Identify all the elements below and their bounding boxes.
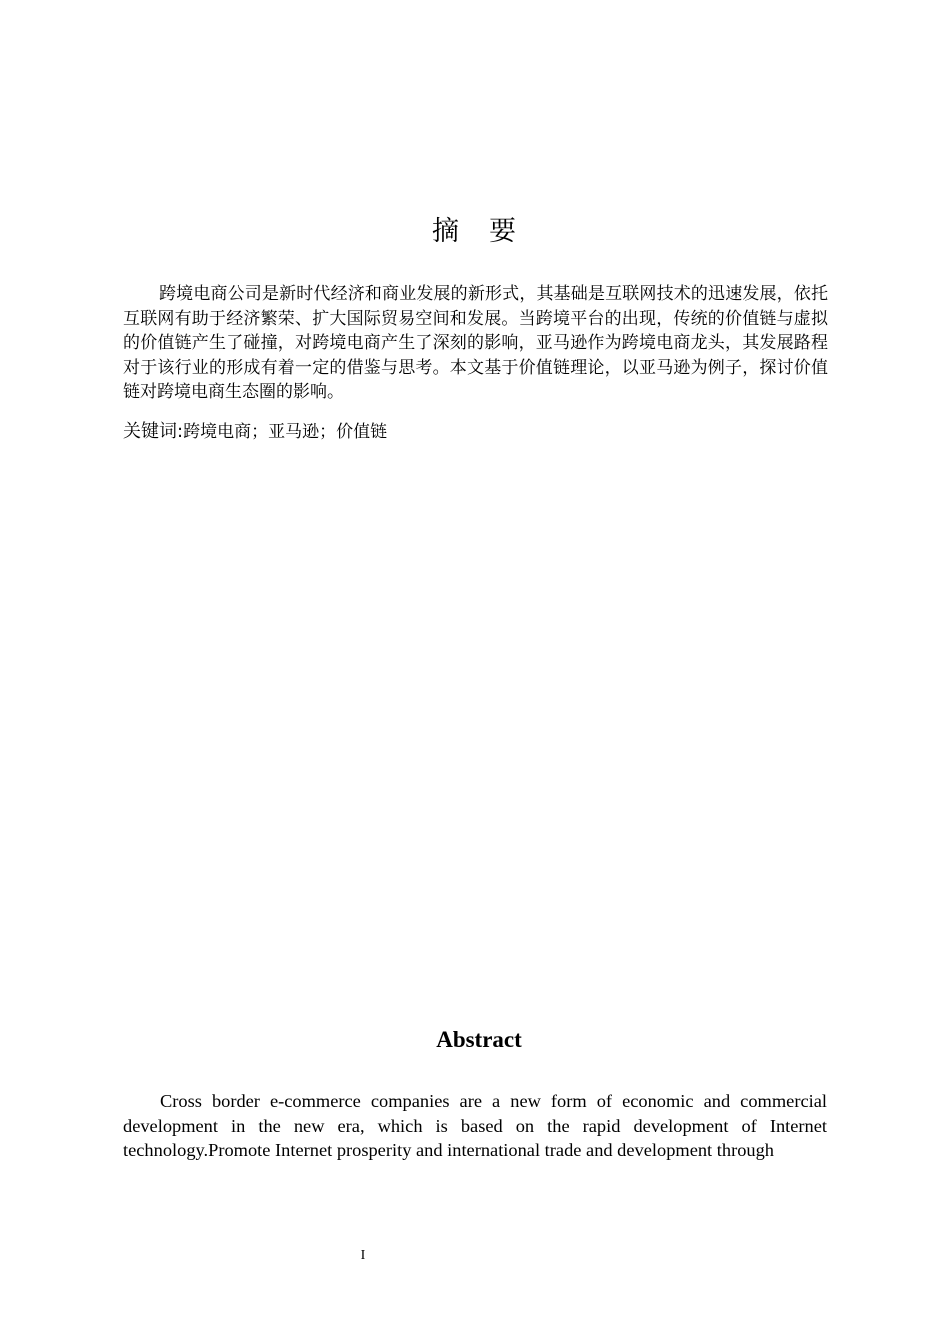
keywords-label: 关键词: — [123, 421, 184, 442]
chinese-keywords-line — [123, 419, 828, 445]
english-abstract-body: Cross border e-commerce companies are a new form of economic and commercial development in the new era, which is based on the rapid development of Internet technology.Promote Internet prosperity and international trade and development through — [123, 1091, 827, 1161]
page-number: I — [360, 1248, 366, 1263]
chinese-abstract-body: 跨境电商公司是新时代经济和商业发展的新形式，其基础是互联网技术的迅速发展，依托互联网有助于经济繁荣、扩大国际贸易空间和发展。当跨境平台的出现，传统的价值链与虚拟的价值链产生了碰撞，对跨境电商产生了深刻的影响，亚马逊作为跨境电商龙头，其发展路程对于该行业的形成有着一定的借鉴与思考。本文基于价值链理论，以亚马逊为例子，探讨价值链对跨境电商生态圈的影响。 — [123, 284, 828, 402]
keywords-text: 跨境电商；亚马逊；价值链 — [183, 422, 388, 442]
english-abstract-title: Abstract — [436, 1027, 522, 1052]
chinese-abstract-title: 摘要 — [432, 216, 546, 247]
